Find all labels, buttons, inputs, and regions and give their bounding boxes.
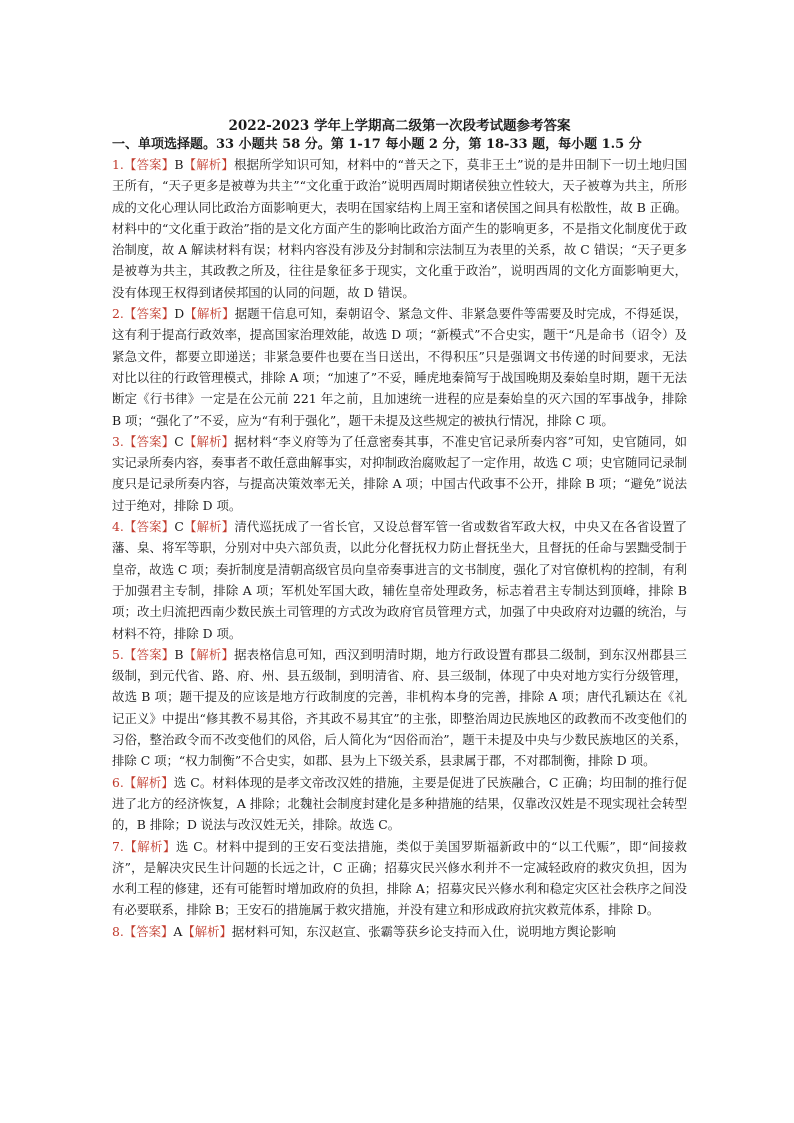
question-number: 3. [112,433,124,449]
question-number: 8. [112,923,124,939]
question-number: 1. [112,157,124,172]
analysis-tag: 【解析】 [123,774,174,790]
question-number: 7. [112,838,124,854]
answer-tag: 【答案】 [123,519,175,535]
answer-item [112,431,687,516]
answer-letter: C [174,433,184,449]
analysis-tag: 【解析】 [123,838,176,854]
answer-letter: B [174,157,184,172]
answer-letter: A [173,923,183,939]
question-number: 6. [112,774,124,790]
analysis-tag: 【解析】 [183,519,235,535]
answer-item [112,921,687,942]
analysis-text: 清代巡抚成了一省长官，又设总督军管一省或数省军政大权，中央又在各省设置了藩、臬、将军等职，分别对中央六部负责，以此分化督抚权力防止督抚坐大，且督抚的任命与罢黜受制于皇帝，故选 C 项；奏折制度是清朝高级官员向皇帝奏事进言的文书制度，强化了对官僚机构的控制，有利于加强君主专制，排除 A 项；军机处军国大政，辅佐皇帝处理政务，标志着君主专制达到顶峰，排除 B 项；改土归流把西南少数民族土司管理的方式改为政府官员管理方式，加强了中央政府对边疆的统治，与材料不符，排除 D 项。 [112,519,688,641]
answer-letter: C [174,519,184,535]
answer-item [112,516,687,644]
answer-tag: 【答案】 [123,646,175,662]
analysis-text: 根据所学知识可知，材料中的“普天之下，莫非王土”说的是井田制下一切土地归国王所有，“天子更多是被尊为共主”“文化重于政治”说明西周时期诸侯独立性较大，天子被尊为共主，所形成的文化心理认同比政治方面影响更大，表明在国家结构上周王室和诸侯国之间具有松散性，故 B 正确。材料中的“文化重于政治”指的是文化方面产生的影响比政治方面产生的影响更多，不是指文化制度优于政治制度，故 A 解读材料有误；材料内容没有涉及分封制和宗法制互为表里的关系，故 C 错误；“天子更多是被尊为共主，其政教之所及，往往是象征多于现实，文化重于政治”，说明西周的文化方面影响更大，没有体现王权得到诸侯邦国的认同的问题，故 D 错误。 [112,157,688,300]
analysis-tag: 【解析】 [184,306,235,322]
answer-list [112,154,687,942]
question-number: 2. [112,306,124,322]
analysis-tag: 【解析】 [182,923,232,939]
answer-item [112,303,687,431]
analysis-tag: 【解析】 [183,433,235,449]
answer-tag: 【答案】 [123,157,175,172]
answer-letter: D [174,306,185,322]
analysis-text: 选 C。材料体现的是孝文帝改汉姓的措施，主要是促进了民族融合，C 正确；均田制的推行促进了北方的经济恢复，A 排除；北魏社会制度封建化是多种措施的结果，仅靠改汉姓是不现实现社会转型的，B 排除；D 说法与改汉姓无关，排除。故选 C。 [112,774,688,833]
analysis-text: 据材料可知，东汉赵宣、张霸等获乡论支持而入仕，说明地方舆论影响 [231,923,617,939]
answer-tag: 【答案】 [123,923,174,939]
question-number: 4. [112,519,124,535]
answer-item [112,836,687,921]
section-heading: 一、单项选择题。33 小题共 58 分。第 1-17 每小题 2 分，第 18-33 题，每小题 1.5 分 [112,137,642,152]
analysis-text: 据题干信息可知，秦朝诏令、紧急文件、非紧急要件等需要及时完成，不得延误，这有利于提高行政效率，提高国家治理效能，故选 D 项；“新模式”不合史实，题干“凡是命书（诏令）及紧急文件，都要立即递送；非紧急要件也要在当日送出，不得积压”只是强调文书传递的时间要求，无法对比以往的行政管理模式，排除 A 项；“加速了”不妥，睡虎地秦简写于战国晚期及秦始皇时期，题干无法断定《行书律》一定是在公元前 221 年之前，且加速统一进程的应是秦始皇的灭六国的军事战争，排除 B 项；“强化了”不妥，应为“有利于强化”，题干未提及这些规定的被执行情况，排除 C 项。 [112,306,688,428]
analysis-text: 选 C。材料中提到的王安石变法措施，类似于美国罗斯福新政中的“以工代赈”，即“间接救济”，是解决灾民生计问题的长远之计，C 正确；招募灾民兴修水利并不一定减轻政府的救灾负担，因为水利工程的修建，还有可能暂时增加政府的负担，排除 A；招募灾民兴修水利和稳定灾区社会秩序之间没有必要联系，排除 B；王安石的措施属于救灾措施，并没有建立和形成政府抗灾救荒体系，排除 D。 [112,838,687,918]
page-title: 2022-2023 学年上学期高二级第一次段考试题参考答案 [228,118,571,134]
answer-letter: B [174,646,184,662]
answer-item [112,644,687,772]
answer-item [112,772,687,836]
answer-item [112,154,687,303]
analysis-text: 据材料“李义府等为了任意密奏其事，不准史官记录所奏内容”可知，史官随同，如实记录所奏内容，奏事者不敢任意曲解事实，对抑制政治腐败起了一定作用，故选 C 项；史官随同记录制度只是记录所奏内容，与提高决策效率无关，排除 A 项；中国古代政事不公开，排除 B 项；“避免”说法过于绝对，排除 D 项。 [112,433,688,513]
answer-sheet [112,118,687,942]
analysis-text: 据表格信息可知，西汉到明清时期，地方行政设置有郡县二级制，到东汉州郡县三级制，到元代省、路、府、州、县五级制，到明清省、府、县三级制，体现了中央对地方实行分级管理，故选 B 项；题干提及的应该是地方行政制度的完善，非机构本身的完善，排除 A 项；唐代孔颖达在《礼记正义》中提出“修其教不易其俗，齐其政不易其宜”的主张，即整治周边民族地区的政教而不改变他们的习俗，整治政令而不改变他们的风俗，后人简化为“因俗而治”，题干未提及中央与少数民族地区的关系，排除 C 项；“权力制衡”不合史实，如郡、县为上下级关系，县隶属于郡，不对郡制衡，排除 D 项。 [112,646,688,769]
answer-tag: 【答案】 [123,433,175,449]
answer-tag: 【答案】 [123,306,175,322]
question-number: 5. [112,646,124,662]
analysis-tag: 【解析】 [183,646,235,662]
analysis-tag: 【解析】 [183,157,234,172]
